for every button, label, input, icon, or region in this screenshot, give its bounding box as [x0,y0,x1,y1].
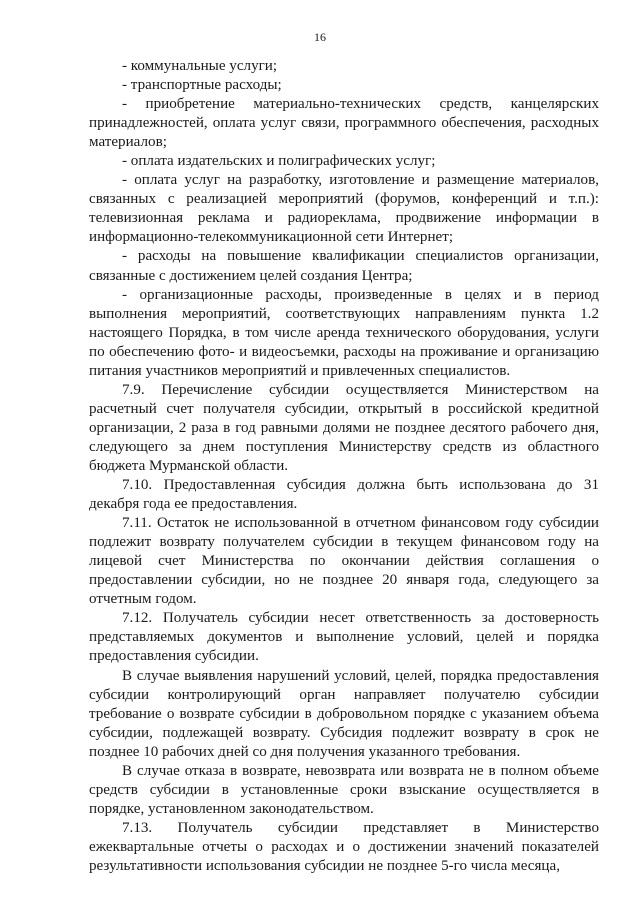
paragraph-violations: В случае выявления нарушений условий, целей, порядка предоставления субсидии контролирующий орган направляет получателю субсидии требование о возврате субсидии в добровольном порядке с указанием объема субсидии, подлежащей возврату. Субсидия подлежит возврату в срок не позднее 10 рабочих дней со дня получения указанного требования. [89,667,599,760]
document-body [89,57,599,876]
list-item-printing: - оплата издательских и полиграфических услуг; [122,153,436,170]
clause-7-10: 7.10. Предоставленная субсидия должна быть использована до 31 декабря года ее предоставления. [89,477,599,513]
paragraph-refusal: В случае отказа в возврате, невозврата или возврата не в полном объеме средств субсидии в установленные сроки взыскание осуществляется в порядке, установленном законодательством. [89,762,599,817]
clause-7-11: 7.11. Остаток не использованной в отчетном финансовом году субсидии подлежит возврату получателем субсидии в текущем финансовом году на лицевой счет Министерства по окончании действия соглашения о предоставлении субсидии, но не позднее 20 января года, следующего за отчетным годом. [89,515,599,608]
page-number: 16 [314,30,326,44]
list-item-transport: - транспортные расходы; [122,77,282,94]
list-item-training: - расходы на повышение квалификации специалистов организации, связанные с достижением целей создания Центра; [89,248,599,284]
clause-7-9: 7.9. Перечисление субсидии осуществляется Министерством на расчетный счет получателя субсидии, открытый в российской кредитной организации, 2 раза в год равными долями не позднее десятого рабочего дня, следующего за днем поступления Министерству средств из областного бюджета Мурманской области. [89,381,599,474]
list-item-organizational: - организационные расходы, произведенные в целях и в период выполнения мероприятий, соответствующих направлениям пункта 1.2 настоящего Порядка, в том числе аренда технического оборудования, услуги по обеспечению фото- и видеосъемки, расходы на проживание и организацию питания участников мероприятий и привлеченных специалистов. [89,286,599,379]
clause-7-13: 7.13. Получатель субсидии представляет в Министерство ежеквартальные отчеты о расходах и о достижении значений показателей результативности использования субсидии не позднее 5-го числа месяца, [89,819,599,874]
list-item-advertising: - оплата услуг на разработку, изготовление и размещение материалов, связанных с реализацией мероприятий (форумов, конференций и т.п.): телевизионная реклама и радиореклама, продвижение информации в информационно-телекоммуникационной сети Интернет; [89,172,599,246]
list-item-utilities: - коммунальные услуги; [122,58,278,74]
list-item-materials: - приобретение материально-технических средств, канцелярских принадлежностей, оплата услуг связи, программного обеспечения, расходных материалов; [89,96,599,151]
clause-7-12: 7.12. Получатель субсидии несет ответственность за достоверность представляемых документов и выполнение условий, целей и порядка предоставления субсидии. [89,610,599,665]
